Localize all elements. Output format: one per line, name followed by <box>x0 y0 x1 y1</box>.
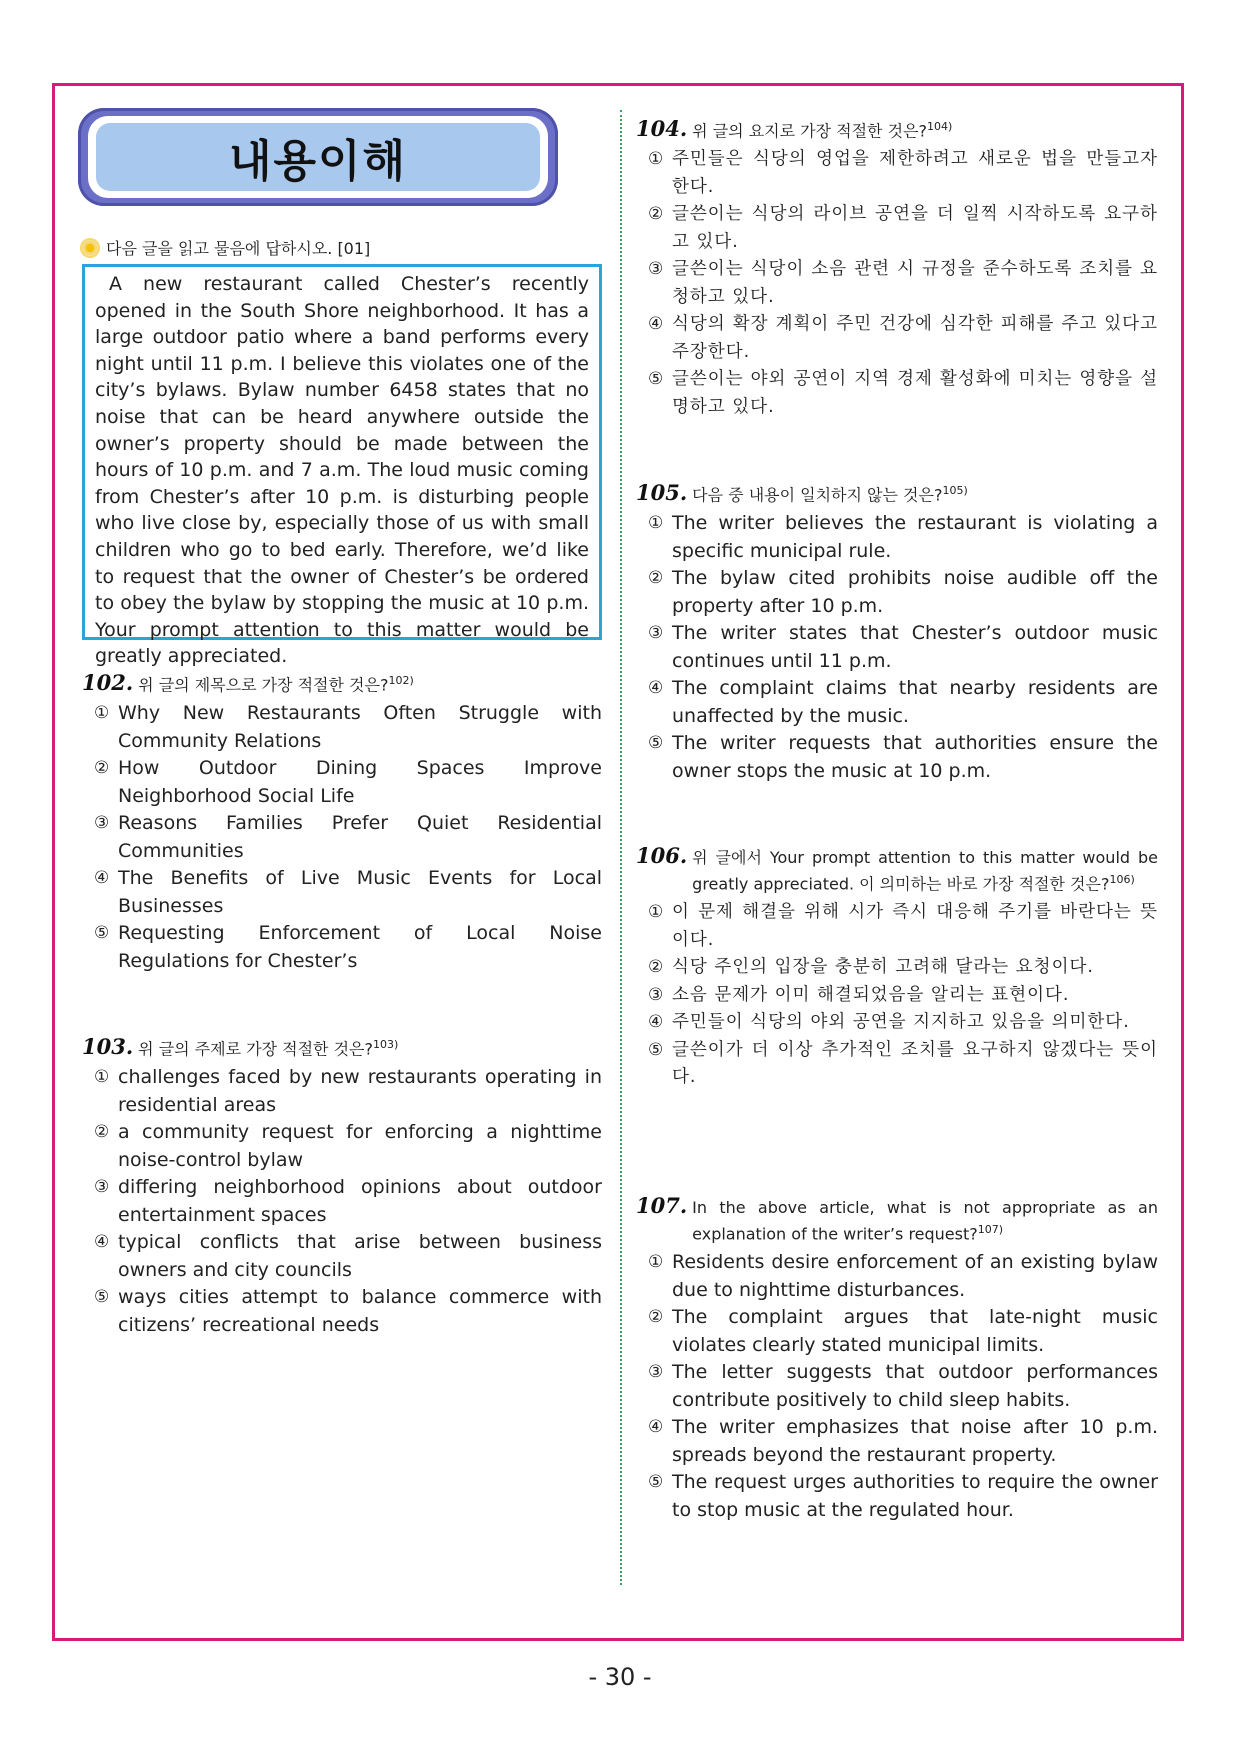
option-marker: ③ <box>648 984 664 1005</box>
column-divider <box>620 110 622 1585</box>
question-text: 위 글에서 Your prompt attention to this matter would be greatly appreciated. 이 의미하는 바로 가장 적절한 것은? <box>692 848 1158 894</box>
answer-option[interactable] <box>82 1119 602 1174</box>
answer-option[interactable] <box>82 810 602 865</box>
answer-option[interactable] <box>636 311 1158 366</box>
option-text: 식당 주인의 입장을 충분히 고려해 달라는 요청이다. <box>672 957 1094 978</box>
answer-option[interactable] <box>82 1174 602 1229</box>
option-marker: ③ <box>94 813 110 834</box>
options-list <box>636 146 1158 421</box>
footnote-ref: 107) <box>977 1223 1004 1236</box>
options-list <box>636 510 1158 785</box>
answer-option[interactable] <box>636 899 1158 954</box>
instruction-text: 다음 글을 읽고 물음에 답하시오. [01] <box>106 239 371 258</box>
question-number: 103. <box>82 1034 134 1060</box>
answer-option[interactable] <box>636 1249 1158 1304</box>
question-number: 102. <box>82 670 134 696</box>
question-105 <box>636 480 1158 785</box>
option-marker: ② <box>648 1307 664 1328</box>
option-text: The letter suggests that outdoor performances contribute positively to child sleep habits. <box>672 1361 1158 1411</box>
option-text: 주민들이 식당의 야외 공연을 지지하고 있음을 의미한다. <box>672 1012 1130 1033</box>
option-marker: ② <box>648 568 664 589</box>
question-102 <box>82 670 602 975</box>
option-text: The request urges authorities to require the owner to stop music at the regulated hour. <box>672 1471 1158 1521</box>
question-107 <box>636 1195 1158 1524</box>
option-marker: ⑤ <box>94 1287 110 1308</box>
option-marker: ③ <box>648 259 664 280</box>
option-marker: ⑤ <box>648 369 664 390</box>
answer-option[interactable] <box>82 865 602 920</box>
option-marker: ① <box>94 1067 110 1088</box>
answer-option[interactable] <box>636 256 1158 311</box>
answer-option[interactable] <box>636 510 1158 565</box>
footnote-ref: 104) <box>927 120 953 133</box>
footnote-ref: 105) <box>942 484 968 497</box>
option-marker: ③ <box>648 623 664 644</box>
question-103 <box>82 1034 602 1339</box>
option-text: typical conflicts that arise between business owners and city councils <box>118 1231 602 1281</box>
option-text: a community request for enforcing a nighttime noise-control bylaw <box>118 1121 602 1171</box>
reading-passage <box>82 264 602 668</box>
answer-option[interactable] <box>82 1229 602 1284</box>
option-text: The writer emphasizes that noise after 10 p.m. spreads beyond the restaurant property. <box>672 1416 1158 1466</box>
answer-option[interactable] <box>636 1304 1158 1359</box>
answer-option[interactable] <box>636 1414 1158 1469</box>
question-number: 104. <box>636 116 688 142</box>
option-marker: ① <box>648 149 664 170</box>
option-text: The Benefits of Live Music Events for Local Businesses <box>118 867 602 917</box>
option-marker: ④ <box>648 314 664 335</box>
answer-option[interactable] <box>82 920 602 975</box>
option-marker: ⑤ <box>648 733 664 754</box>
flower-icon <box>82 240 98 256</box>
answer-option[interactable] <box>636 1359 1158 1414</box>
option-text: 식당의 확장 계획이 주민 건강에 심각한 피해를 주고 있다고 주장한다. <box>672 314 1158 362</box>
answer-option[interactable] <box>636 675 1158 730</box>
instruction <box>82 236 370 259</box>
option-text: The bylaw cited prohibits noise audible off the property after 10 p.m. <box>672 567 1158 617</box>
option-text: 소음 문제가 이미 해결되었음을 알리는 표현이다. <box>672 984 1070 1005</box>
question-text: In the above article, what is not appropriate as an explanation of the writer’s request? <box>692 1198 1158 1244</box>
footnote-ref: 103) <box>373 1038 399 1051</box>
question-text: 위 글의 요지로 가장 적절한 것은? <box>692 121 928 141</box>
option-text: Requesting Enforcement of Local Noise Regulations for Chester’s <box>118 922 602 972</box>
page-number: - 30 - <box>588 1663 652 1691</box>
answer-option[interactable] <box>636 730 1158 785</box>
question-number: 107. <box>636 1193 688 1218</box>
answer-option[interactable] <box>636 146 1158 201</box>
option-text: The complaint claims that nearby residents are unaffected by the music. <box>672 677 1158 727</box>
answer-option[interactable] <box>82 755 602 810</box>
option-marker: ① <box>648 1252 664 1273</box>
option-text: Reasons Families Prefer Quiet Residential Communities <box>118 812 602 862</box>
option-text: ways cities attempt to balance commerce with citizens’ recreational needs <box>118 1286 602 1336</box>
footnote-ref: 102) <box>388 674 414 687</box>
option-marker: ⑤ <box>94 923 110 944</box>
option-text: challenges faced by new restaurants operating in residential areas <box>118 1066 602 1116</box>
option-text: How Outdoor Dining Spaces Improve Neighborhood Social Life <box>118 757 602 807</box>
option-marker: ② <box>94 758 110 779</box>
answer-option[interactable] <box>636 1009 1158 1037</box>
option-marker: ③ <box>94 1177 110 1198</box>
question-number: 106. <box>636 843 688 868</box>
option-text: 글쓴이는 식당의 라이브 공연을 더 일찍 시작하도록 요구하고 있다. <box>672 204 1158 252</box>
question-number: 105. <box>636 480 688 506</box>
passage-text: A new restaurant called Chester’s recently opened in the South Shore neighborhood. It has a large outdoor patio where a band performs every night until 11 p.m. I believe this violates one of the city’s bylaws. Bylaw number 6458 states that no noise that can be heard anywhere outside the owner’s property should be made between the hours of 10 p.m. and 7 a.m. The loud music coming from Chester’s after 10 p.m. is disturbing people who live close by, especially those of us with small children who go to bed early. Therefore, we’d like to request that the owner of Chester’s be ordered to obey the bylaw by stopping the music at 10 p.m. Your prompt attention to this matter would be greatly appreciated. <box>95 273 589 668</box>
answer-option[interactable] <box>636 1469 1158 1524</box>
options-list <box>636 899 1158 1092</box>
option-marker: ④ <box>94 1232 110 1253</box>
option-marker: ④ <box>648 1417 664 1438</box>
option-marker: ① <box>94 703 110 724</box>
option-text: 주민들은 식당의 영업을 제한하려고 새로운 법을 만들고자 한다. <box>672 149 1158 197</box>
answer-option[interactable] <box>636 620 1158 675</box>
answer-option[interactable] <box>636 565 1158 620</box>
options-list <box>82 700 602 975</box>
answer-option[interactable] <box>82 1284 602 1339</box>
option-text: 글쓴이는 식당이 소음 관련 시 규정을 준수하도록 조치를 요청하고 있다. <box>672 259 1158 307</box>
question-text: 위 글의 제목으로 가장 적절한 것은? <box>138 675 389 695</box>
option-marker: ① <box>648 513 664 534</box>
answer-option[interactable] <box>636 1037 1158 1092</box>
option-marker: ② <box>94 1122 110 1143</box>
option-text: Why New Restaurants Often Struggle with Community Relations <box>118 702 602 752</box>
option-marker: ④ <box>94 868 110 889</box>
footnote-ref: 106) <box>1109 873 1135 886</box>
option-text: The writer believes the restaurant is violating a specific municipal rule. <box>672 512 1158 562</box>
answer-option[interactable] <box>636 366 1158 421</box>
option-text: 글쓴이가 더 이상 추가적인 조치를 요구하지 않겠다는 뜻이다. <box>672 1039 1158 1088</box>
section-title-box <box>78 108 558 206</box>
option-text: The complaint argues that late-night music violates clearly stated municipal limits. <box>672 1306 1158 1356</box>
answer-option[interactable] <box>636 954 1158 982</box>
option-marker: ④ <box>648 678 664 699</box>
question-104 <box>636 116 1158 421</box>
option-marker: ② <box>648 957 664 978</box>
answer-option[interactable] <box>82 1064 602 1119</box>
answer-option[interactable] <box>636 201 1158 256</box>
option-text: The writer requests that authorities ensure the owner stops the music at 10 p.m. <box>672 732 1158 782</box>
option-marker: ② <box>648 204 664 225</box>
answer-option[interactable] <box>82 700 602 755</box>
option-text: differing neighborhood opinions about outdoor entertainment spaces <box>118 1176 602 1226</box>
option-marker: ⑤ <box>648 1039 664 1060</box>
question-text: 위 글의 주제로 가장 적절한 것은? <box>138 1039 374 1059</box>
options-list <box>82 1064 602 1339</box>
option-text: 글쓴이는 야외 공연이 지역 경제 활성화에 미치는 영향을 설명하고 있다. <box>672 369 1158 417</box>
option-text: Residents desire enforcement of an existing bylaw due to nighttime disturbances. <box>672 1251 1158 1301</box>
option-marker: ⑤ <box>648 1472 664 1493</box>
option-text: The writer states that Chester’s outdoor music continues until 11 p.m. <box>672 622 1158 672</box>
question-106 <box>636 845 1158 1092</box>
option-text: 이 문제 해결을 위해 시가 즉시 대응해 주기를 바란다는 뜻이다. <box>672 902 1158 950</box>
answer-option[interactable] <box>636 982 1158 1010</box>
option-marker: ① <box>648 902 664 923</box>
options-list <box>636 1249 1158 1524</box>
question-text: 다음 중 내용이 일치하지 않는 것은? <box>692 485 943 505</box>
section-title: 내용이해 <box>228 136 407 187</box>
option-marker: ③ <box>648 1362 664 1383</box>
option-marker: ④ <box>648 1012 664 1033</box>
